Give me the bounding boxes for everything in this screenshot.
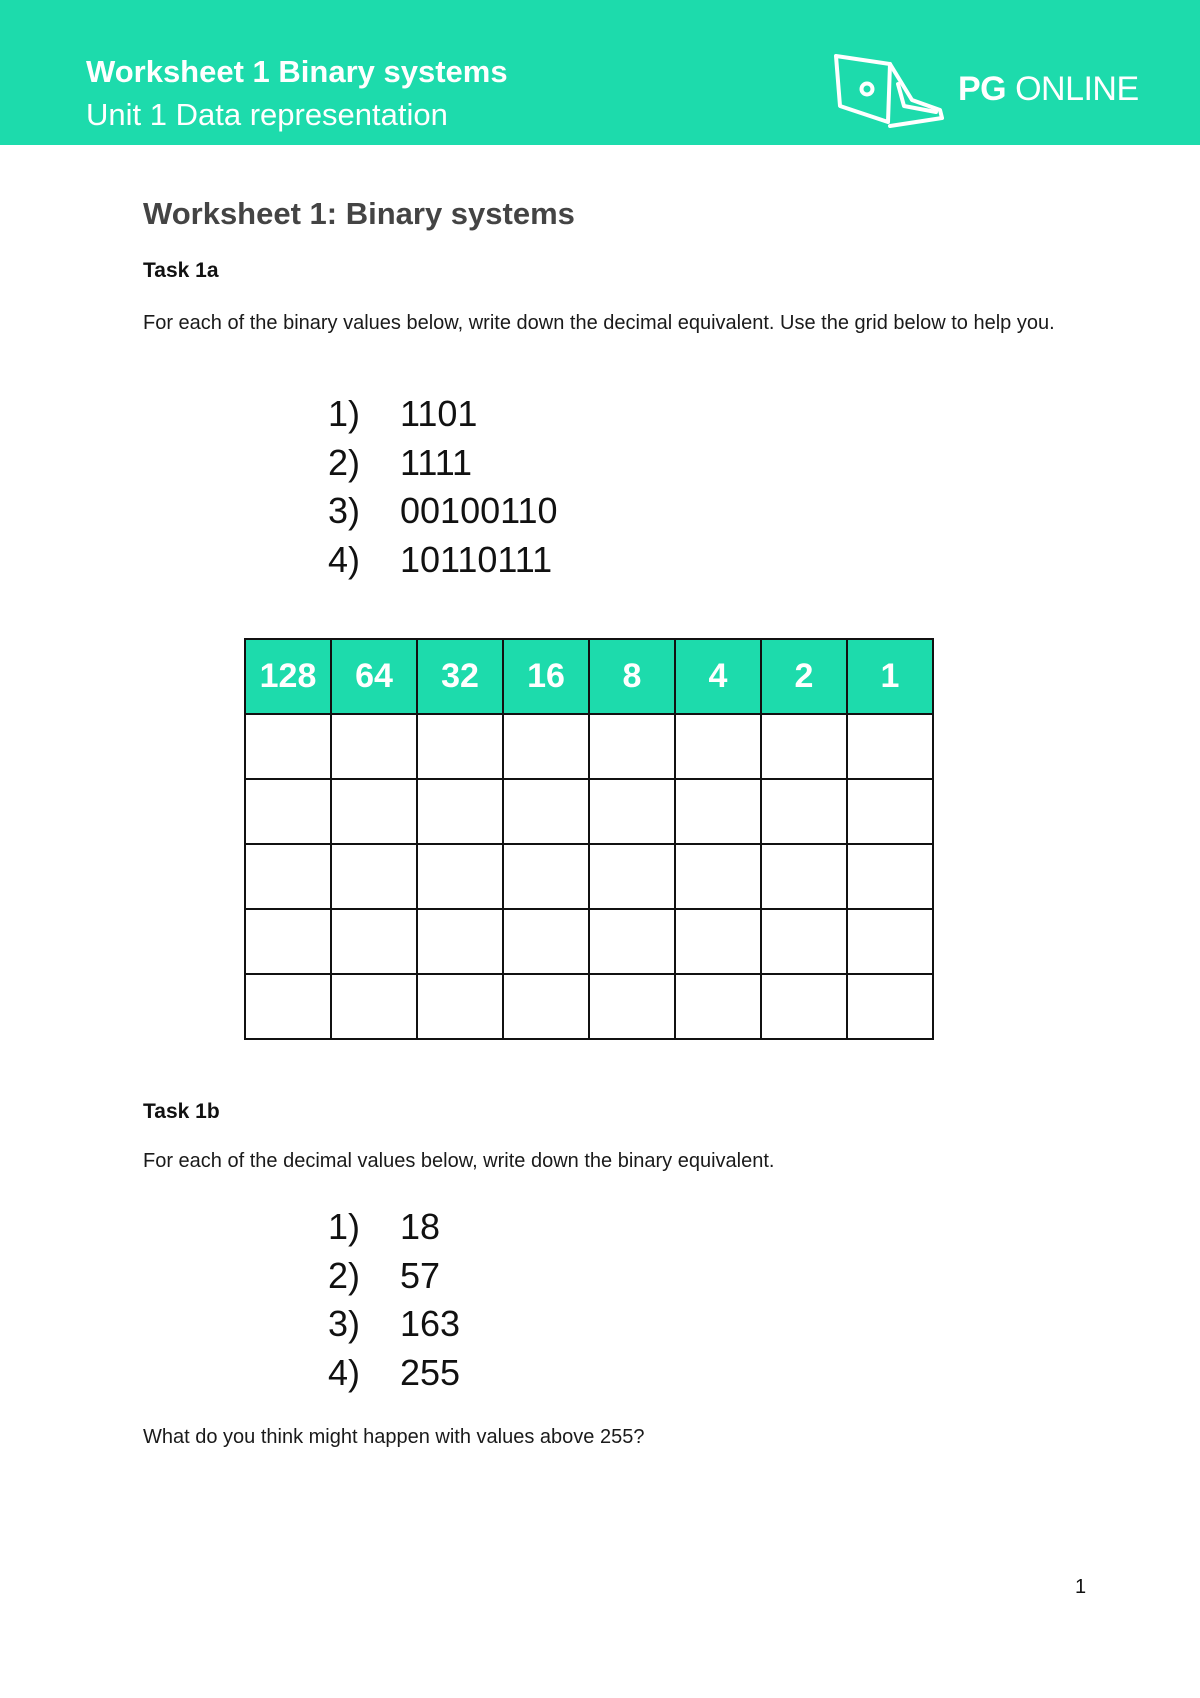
task-1a-heading: Task 1a	[143, 259, 219, 282]
page-number: 1	[1075, 1576, 1087, 1598]
list-item	[328, 1300, 460, 1349]
grid-answer-cell	[331, 974, 417, 1039]
task-1a-instruction: For each of the binary values below, write down the decimal equivalent. Use the grid below to help you.	[143, 312, 1055, 334]
grid-answer-row	[245, 974, 933, 1039]
grid-body	[245, 714, 933, 1039]
grid-answer-cell	[245, 714, 331, 779]
grid-answer-cell	[675, 974, 761, 1039]
header-title: Worksheet 1 Binary systems	[86, 54, 508, 89]
item-number: 3)	[328, 490, 361, 531]
grid-answer-cell	[417, 714, 503, 779]
list-item	[328, 536, 558, 585]
decimal-value: 57	[400, 1254, 441, 1296]
place-value-header: 128	[245, 639, 331, 714]
place-value-header: 32	[417, 639, 503, 714]
list-item	[328, 439, 558, 488]
grid-answer-cell	[417, 909, 503, 974]
brand-name	[958, 70, 1139, 109]
grid-answer-cell	[245, 909, 331, 974]
grid-answer-row	[245, 909, 933, 974]
header-subtitle: Unit 1 Data representation	[86, 97, 448, 132]
grid-answer-cell	[503, 974, 589, 1039]
task-1a-list	[328, 390, 558, 584]
grid-answer-cell	[503, 909, 589, 974]
task-1b-list	[328, 1203, 460, 1397]
grid-answer-cell	[589, 909, 675, 974]
grid-answer-cell	[675, 909, 761, 974]
brand-name-light: ONLINE	[1015, 70, 1139, 108]
item-number: 4)	[328, 538, 361, 580]
binary-place-value-grid	[244, 638, 934, 1040]
worksheet-title: Worksheet 1: Binary systems	[143, 196, 575, 231]
page-header	[0, 0, 1200, 145]
laptop-icon	[832, 50, 948, 130]
brand-logo	[832, 50, 1139, 130]
grid-answer-row	[245, 844, 933, 909]
list-item	[328, 487, 558, 536]
item-number: 4)	[328, 1351, 361, 1393]
grid-answer-cell	[503, 844, 589, 909]
place-value-header: 8	[589, 639, 675, 714]
task-1b-instruction: For each of the decimal values below, write down the binary equivalent.	[143, 1150, 775, 1172]
grid-answer-row	[245, 779, 933, 844]
item-number: 3)	[328, 1303, 361, 1344]
task-1b-question: What do you think might happen with values above 255?	[143, 1426, 645, 1448]
grid-answer-cell	[331, 779, 417, 844]
brand-name-bold: PG	[958, 70, 1007, 108]
grid-answer-cell	[847, 779, 933, 844]
binary-value: 10110111	[400, 538, 553, 580]
grid-answer-cell	[675, 844, 761, 909]
list-item	[328, 390, 558, 439]
grid-answer-cell	[675, 714, 761, 779]
binary-value: 1101	[400, 393, 478, 434]
decimal-value: 18	[400, 1206, 441, 1247]
grid-answer-cell	[417, 779, 503, 844]
grid-answer-cell	[761, 974, 847, 1039]
grid-answer-cell	[761, 779, 847, 844]
list-item	[328, 1252, 460, 1301]
grid-answer-cell	[245, 974, 331, 1039]
grid-answer-cell	[331, 844, 417, 909]
grid-answer-cell	[331, 909, 417, 974]
grid-answer-cell	[245, 779, 331, 844]
grid-answer-cell	[847, 844, 933, 909]
list-item	[328, 1203, 460, 1252]
item-number: 2)	[328, 441, 361, 483]
decimal-value: 163	[400, 1303, 461, 1344]
task-1b-heading: Task 1b	[143, 1100, 220, 1123]
grid-answer-cell	[503, 779, 589, 844]
item-number: 2)	[328, 1254, 361, 1296]
grid-answer-cell	[589, 844, 675, 909]
grid-answer-cell	[675, 779, 761, 844]
grid-answer-cell	[847, 974, 933, 1039]
list-item	[328, 1349, 460, 1398]
grid-answer-cell	[589, 779, 675, 844]
binary-value: 00100110	[400, 490, 558, 531]
binary-value: 1111	[400, 441, 473, 483]
place-value-header: 16	[503, 639, 589, 714]
grid-answer-cell	[245, 844, 331, 909]
grid-answer-cell	[761, 844, 847, 909]
place-value-header: 4	[675, 639, 761, 714]
grid-answer-cell	[761, 714, 847, 779]
grid-answer-cell	[847, 909, 933, 974]
grid-answer-row	[245, 714, 933, 779]
decimal-value: 255	[400, 1351, 461, 1393]
grid-answer-cell	[417, 974, 503, 1039]
place-value-header: 64	[331, 639, 417, 714]
grid-answer-cell	[589, 714, 675, 779]
grid-header-row	[245, 639, 933, 714]
item-number: 1)	[328, 393, 361, 434]
grid-answer-cell	[847, 714, 933, 779]
grid-answer-cell	[761, 909, 847, 974]
grid-answer-cell	[589, 974, 675, 1039]
grid-answer-cell	[417, 844, 503, 909]
item-number: 1)	[328, 1206, 361, 1247]
grid-answer-cell	[503, 714, 589, 779]
grid-answer-cell	[331, 714, 417, 779]
place-value-header: 1	[847, 639, 933, 714]
place-value-header: 2	[761, 639, 847, 714]
